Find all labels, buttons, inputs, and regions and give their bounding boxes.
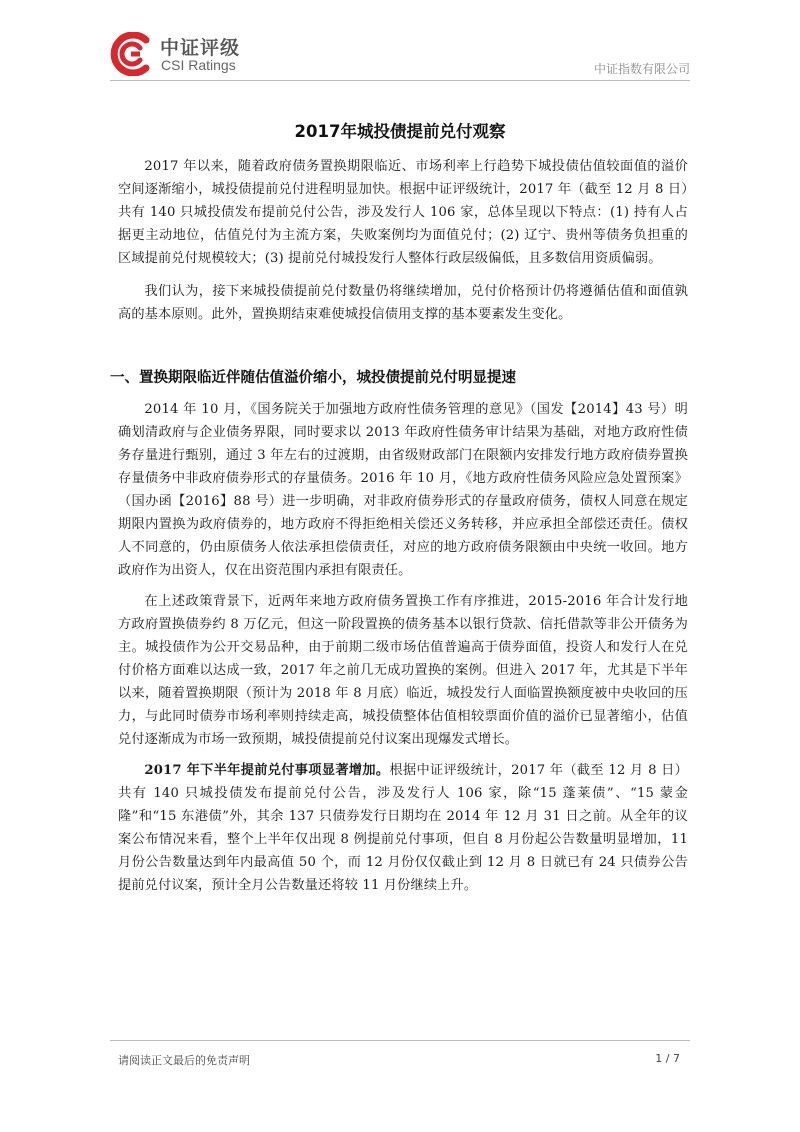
paragraph-body-text: 根据中证评级统计，2017 年（截至 12 月 8 日）共有 140 只城投债发布提前兑付公告，涉及发行人 106 家，除“15 蓬莱债”、“15 蒙金隆”和“15 东港债”外，其余 137 只债券发行日期均在 2014 年 12 月 31 日之前。从全年的议案公布情况来看，整个上半年仅出现 8 例提前兑付事项，但自 8 月份起公告数量明显增加，11 月份公告数量达到年内最高值 50 个，而 12 月份仅仅截止到 12 月 8 日就已有 24 只债券公告提前兑付议案，预计全月公告数量还将较 11 月份继续上升。 — [118, 763, 688, 893]
footer-disclaimer: 请阅读正文最后的免责声明 — [118, 1054, 250, 1067]
page-header — [110, 30, 690, 80]
body-paragraph — [118, 759, 688, 897]
intro-paragraph: 我们认为，接下来城投债提前兑付数量仍将继续增加，兑付价格预计仍将遵循估值和面值孰高的基本原则。此外，置换期结束难使城投信债用支撑的基本要素发生变化。 — [118, 284, 688, 322]
csi-logo-icon — [110, 32, 154, 76]
section-heading: 一、置换期限临近伴随估值溢价缩小，城投债提前兑付明显提速 — [110, 370, 516, 386]
footer-divider — [110, 1040, 690, 1041]
header-divider — [110, 80, 690, 81]
csi-ratings-logo — [110, 32, 280, 76]
company-name: 中证指数有限公司 — [593, 62, 690, 76]
body-paragraph: 在上述政策背景下，近两年来地方政府债务置换工作有序推进，2015-2016 年合计发行地方政府置换债券约 8 万亿元，但这一阶段置换的债务基本以银行贷款、信托借款等非公开债务为主。城投债作为公开交易品种，由于前期二级市场估值普遍高于债券面值，投资人和发行人在兑付价格方面难以达成一致，2017 年之前几无成功置换的案例。但进入 2017 年，尤其是下半年以来，随着置换期限（预计为 2018 年 8 月底）临近，城投发行人面临置换额度被中央收回的压力，与此同时债券市场利率则持续走高，城投债整体估值相较票面价值的溢价已显著缩小，估值兑付逐渐成为市场一致预期，城投债提前兑付议案出现爆发式增长。 — [118, 594, 688, 747]
logo-english-text: CSI Ratings — [161, 57, 236, 73]
document-body — [110, 155, 688, 897]
logo-chinese-text: 中证评级 — [160, 37, 241, 59]
paragraph-lead-sentence: 2017 年下半年提前兑付事项显著增加。 — [144, 763, 390, 778]
body-paragraph: 2014 年 10 月，《国务院关于加强地方政府性债务管理的意见》（国发【2014】43 号）明确划清政府与企业债务界限，同时要求以 2013 年政府性债务审计结果为基础，对地方政府性债务存量进行甄别，通过 3 年左右的过渡期，由省级财政部门在限额内安排发行地方政府债券置换存量债务中非政府债券形式的存量债务。2016 年 10 月，《地方政府性债务风险应急处置预案》（国办函【2016】88 号）进一步明确，对非政府债券形式的存量政府债务，债权人同意在规定期限内置换为政府债券的，地方政府不得拒绝相关偿还义务转移，并应承担全部偿还责任。债权人不同意的，仍由原债务人依法承担偿债责任，对应的地方政府债务限额由中央统一收回。地方政府作为出资人，仅在出资范围内承担有限责任。 — [118, 402, 688, 578]
page-number: 1 / 7 — [655, 1052, 680, 1065]
document-title: 2017年城投债提前兑付观察 — [294, 122, 506, 141]
intro-paragraph: 2017 年以来，随着政府债务置换期限临近、市场利率上行趋势下城投债估值较面值的溢价空间逐渐缩小，城投债提前兑付进程明显加快。根据中证评级统计，2017 年（截至 12 月 8 日）共有 140 只城投债发布提前兑付公告，涉及发行人 106 家，总体呈现以下特点：(1) 持有人占据更主动地位，估值兑付为主流方案，失败案例均为面值兑付；(2) 辽宁、贵州等债务负担重的区域提前兑付规模较大；(3) 提前兑付城投发行人整体行政层级偏低，且多数信用资质偏弱。 — [118, 159, 688, 266]
